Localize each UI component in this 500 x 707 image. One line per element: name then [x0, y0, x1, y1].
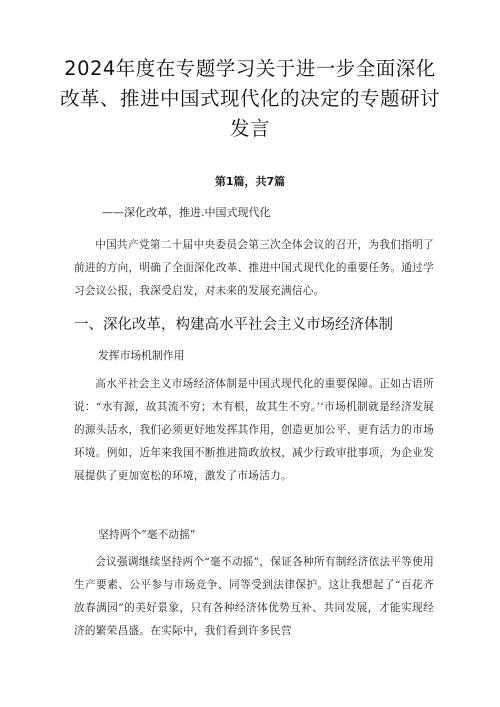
subsection-title: 坚持两个“毫不动摇” [98, 528, 196, 541]
tagline: ——深化改革，推进.中国式现代化 [102, 206, 271, 219]
article-count-subheading: 第1篇，共7篇 [214, 175, 286, 188]
body-paragraph: 高水平社会主义市场经济体制是中国式现代化的重要保障。正如古语所说：“水有源，故其流不穷；木有根，故其生不穷。’‘市场机制就是经济发展的源头活水，我们必须更好地发挥其作用，创造更加公平、更有活力的市场环境。例如，近年来我国不断推进简政放权，减少行政审批事项，为企业发展提供了更加宽松的环境，激发了市场活力。 [74, 378, 434, 482]
subsection-title: 发挥市场机制作用 [98, 349, 185, 362]
body-paragraph: 会议强调继续坚持两个“毫不动摇”，保证各种所有制经济依法平等使用生产要素、公平参与市场竞争、同等受到法律保护。这让我想起了“百花齐放春满园”的美好景象，只有各种经济体优势互补、共同发展，才能实现经济的繁荣昌盛。在实际中，我们看到许多民营 [74, 556, 434, 637]
section-heading: 一、深化改革，构建高水平社会主义市场经济体制 [74, 317, 393, 333]
intro-paragraph: 中国共产党第二十届中央委员会第三次全体会议的召开，为我们指明了前进的方向，明确了全面深化改革、推进中国式现代化的重要任务。通过学习会议公报，我深受启发，对未来的发展充满信心。 [74, 239, 434, 297]
document-title: 2024年度在专题学习关于进一步全面深化改革、推进中国式现代化的决定的专题研讨发言 [60, 57, 441, 140]
